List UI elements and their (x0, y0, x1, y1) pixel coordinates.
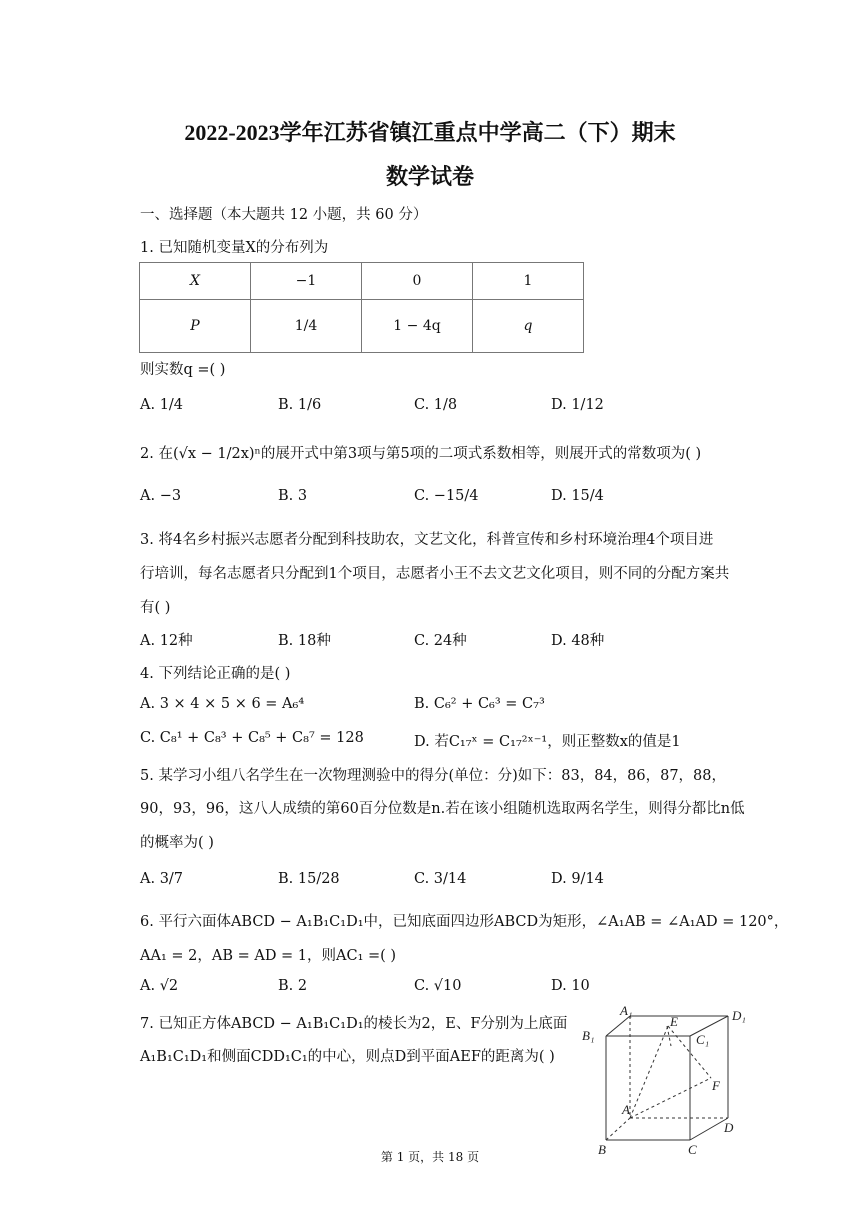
q5-option-b: B. 15/28 (278, 871, 340, 887)
q6-option-a: A. √2 (140, 978, 179, 994)
q1-stem: 1. 已知随机变量X的分布列为 (140, 240, 329, 256)
q4-option-a: A. 3 × 4 × 5 × 6 = A₆⁴ (140, 696, 305, 712)
exam-title-line2: 数学试卷 (385, 164, 474, 189)
q3-line3: 有( ) (140, 600, 171, 616)
label-d1: D₁ (732, 1008, 746, 1023)
label-b1: B₁ (582, 1028, 595, 1043)
q4-stem: 4. 下列结论正确的是( ) (140, 666, 291, 682)
q5-line2: 90，93，96，这八人成绩的第60百分位数是n.若在该小组随机选取两名学生，则得分都比n低 (140, 801, 745, 817)
label-d: D (724, 1120, 734, 1135)
q1-option-b: B. 1/6 (278, 397, 322, 413)
q4-option-c: C. C₈¹ + C₈³ + C₈⁵ + C₈⁷ = 128 (140, 730, 364, 746)
q3-option-a: A. 12种 (140, 633, 193, 649)
q5-option-c: C. 3/14 (414, 871, 467, 887)
table-cell: 1 − 4q (362, 300, 473, 353)
label-c1: C₁ (696, 1032, 710, 1047)
q2-option-d: D. 15/4 (551, 488, 604, 504)
q6-option-c: C. √10 (414, 978, 462, 994)
table-cell: q (473, 300, 584, 353)
q3-line1: 3. 将4名乡村振兴志愿者分配到科技助农，文艺文化，科普宣传和乡村环境治理4个项目进 (140, 532, 714, 548)
q6-line2: AA₁ = 2，AB = AD = 1，则AC₁ =( ) (140, 948, 397, 964)
table-cell: X (140, 263, 251, 300)
q1-option-d: D. 1/12 (551, 397, 604, 413)
q4-option-d: D. 若C₁₇ˣ = C₁₇²ˣ⁻¹，则正整数x的值是1 (414, 734, 681, 750)
q3-option-c: C. 24种 (414, 633, 467, 649)
q5-line3: 的概率为( ) (140, 835, 214, 851)
q7-line1: 7. 已知正方体ABCD − A₁B₁C₁D₁的棱长为2，E、F分别为上底面 (140, 1016, 568, 1032)
q6-line1: 6. 平行六面体ABCD − A₁B₁C₁D₁中，已知底面四边形ABCD为矩形，∠A₁AB = ∠A₁AD = 120°， (140, 914, 789, 930)
table-cell: 1/4 (251, 300, 362, 353)
q7-line2: A₁B₁C₁D₁和侧面CDD₁C₁的中心，则点D到平面AEF的距离为( ) (140, 1049, 555, 1065)
exam-title-line1: 2022-2023学年江苏省镇江重点中学高二（下）期末 (184, 120, 676, 145)
q6-option-d: D. 10 (551, 978, 590, 994)
table-cell: P (140, 300, 251, 353)
q5-line1: 5. 某学习小组八名学生在一次物理测验中的得分(单位：分)如下：83，84，86，87，88， (140, 768, 727, 784)
label-e: E (670, 1014, 678, 1029)
q2-option-b: B. 3 (278, 488, 308, 504)
table-cell: −1 (251, 263, 362, 300)
q4-option-b: B. C₆² + C₆³ = C₇³ (414, 696, 545, 712)
cube-figure (578, 1006, 758, 1156)
q1-option-a: A. 1/4 (140, 397, 184, 413)
q1-tail: 则实数q =( ) (140, 362, 226, 378)
label-c: C (688, 1142, 697, 1156)
q6-option-b: B. 2 (278, 978, 308, 994)
label-f: F (712, 1078, 720, 1093)
q5-option-d: D. 9/14 (551, 871, 604, 887)
q3-option-d: D. 48种 (551, 633, 605, 649)
label-a: A (622, 1102, 630, 1117)
table-cell: 0 (362, 263, 473, 300)
q2-stem: 2. 在(√x − 1/2x)ⁿ的展开式中第3项与第5项的二项式系数相等，则展开式的常数项为( ) (140, 446, 702, 462)
section-heading: 一、选择题（本大题共 12 小题，共 60 分） (140, 207, 428, 223)
table-cell: 1 (473, 263, 584, 300)
q2-option-a: A. −3 (140, 488, 182, 504)
q3-line2: 行培训，每名志愿者只分配到1个项目，志愿者小王不去文艺文化项目，则不同的分配方案共 (140, 566, 730, 582)
q2-option-c: C. −15/4 (414, 488, 479, 504)
q1-option-c: C. 1/8 (414, 397, 458, 413)
label-a1: A₁ (620, 1006, 633, 1018)
q1-distribution-table (139, 262, 584, 353)
page-footer: 第 1 页，共 18 页 (380, 1150, 480, 1164)
label-b: B (598, 1142, 606, 1156)
q3-option-b: B. 18种 (278, 633, 331, 649)
q5-option-a: A. 3/7 (140, 871, 184, 887)
